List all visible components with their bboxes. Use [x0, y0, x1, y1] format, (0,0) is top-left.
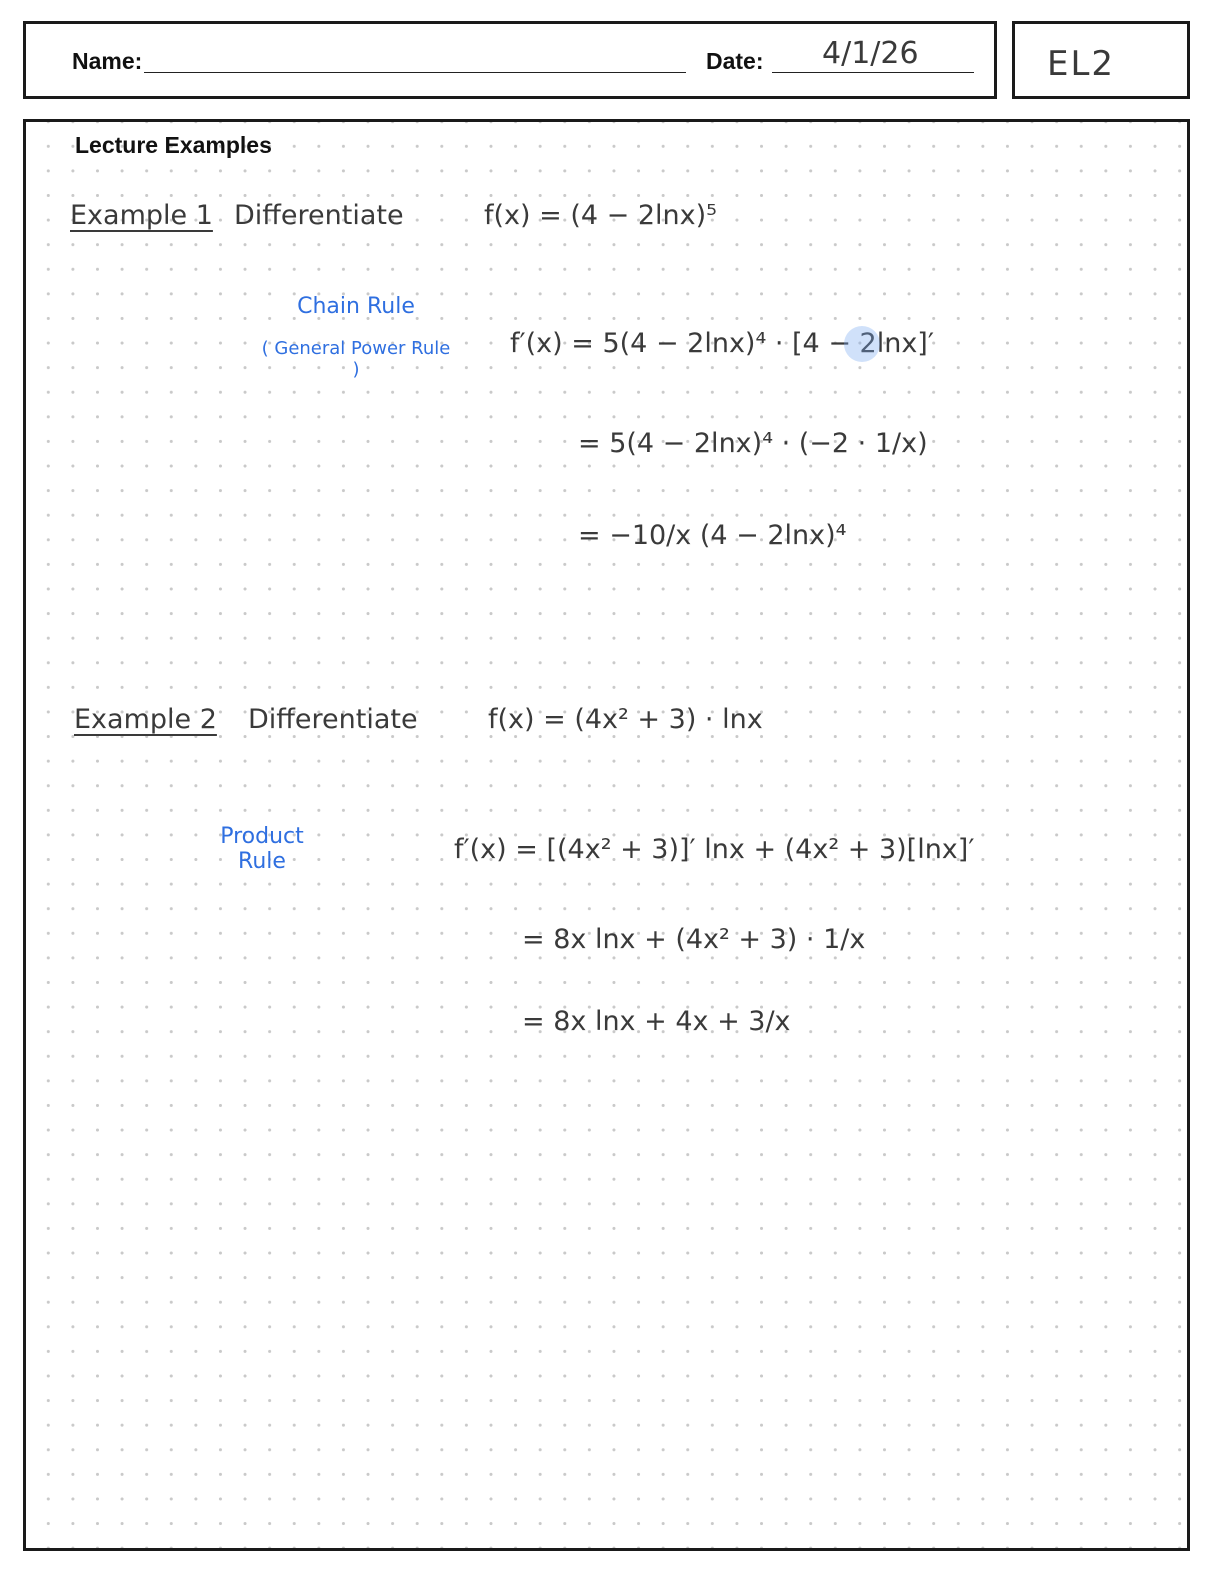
example2-note [202, 824, 322, 875]
name-field-line[interactable] [144, 72, 686, 73]
header-box [23, 21, 997, 99]
example1-note-sub: ( General Power Rule ) [261, 338, 451, 380]
example1-label: Example 1 [70, 200, 213, 231]
example2-note-rule: Product Rule [220, 824, 304, 875]
date-label: Date: [706, 48, 764, 74]
example2-step2: = 8x lnx + (4x² + 3) · 1/x [522, 924, 866, 955]
example1-step1: f′(x) = 5(4 − 2lnx)⁴ · [4 − 2lnx]′ [510, 328, 934, 359]
example2-function: f(x) = (4x² + 3) · lnx [488, 704, 763, 735]
example2-label: Example 2 [74, 704, 217, 735]
example1-note-rule: Chain Rule [297, 294, 415, 319]
example1-step2: = 5(4 − 2lnx)⁴ · (−2 · 1/x) [578, 428, 928, 459]
date-field-line[interactable] [772, 72, 974, 73]
code-value: EL2 [1047, 44, 1116, 84]
example2-step1: f′(x) = [(4x² + 3)]′ lnx + (4x² + 3)[lnx]′ [454, 834, 975, 865]
code-box [1012, 21, 1190, 99]
worksheet-area [23, 119, 1190, 1551]
example1-note [256, 294, 456, 381]
example1-function: f(x) = (4 − 2lnx)⁵ [484, 200, 717, 231]
example2-step3: = 8x lnx + 4x + 3/x [522, 1006, 791, 1037]
highlight-mark [844, 326, 880, 362]
date-value: 4/1/26 [822, 36, 919, 71]
example1-instruction: Differentiate [234, 200, 404, 231]
name-label: Name: [72, 48, 143, 74]
example1-step3: = −10/x (4 − 2lnx)⁴ [578, 520, 847, 551]
example2-instruction: Differentiate [248, 704, 418, 735]
section-title: Lecture Examples [75, 132, 272, 158]
